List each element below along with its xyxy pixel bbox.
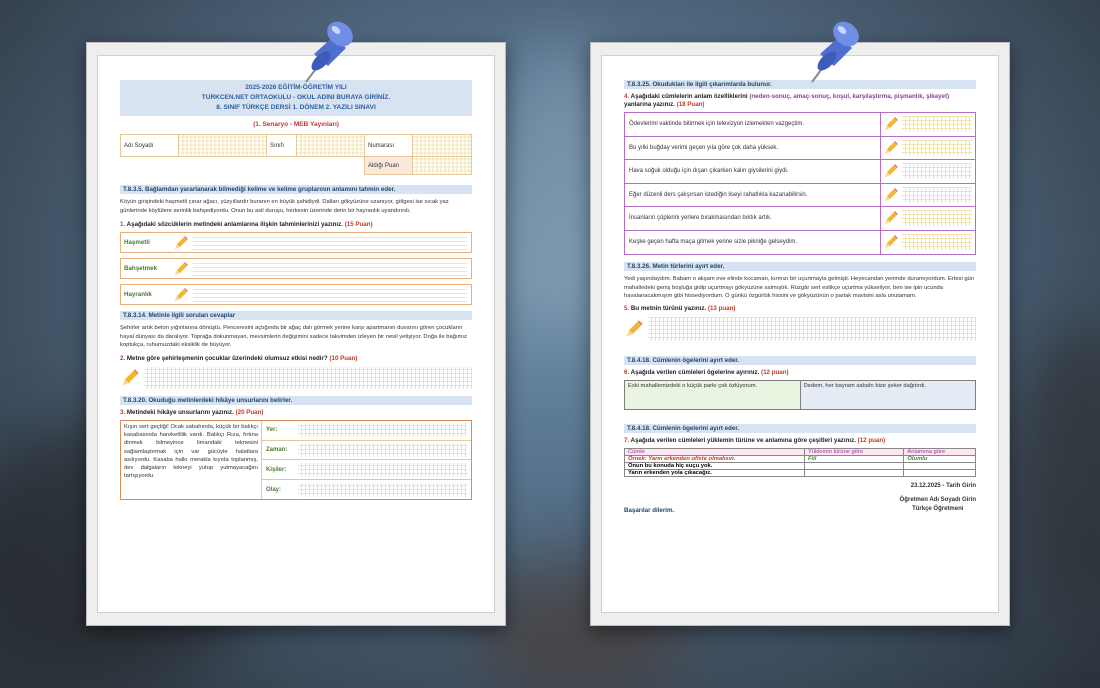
score-label: Aldığı Puan <box>365 157 413 175</box>
table-header: Cümle <box>625 448 805 455</box>
question-4 <box>624 93 976 109</box>
sentence-row <box>625 184 975 208</box>
header-line: TURKCEN.NET ORTAOKULU - OKUL ADINI BURAYA GİRİNİZ. <box>201 94 391 101</box>
question-number: 4. <box>624 93 630 100</box>
answer-lines[interactable] <box>193 234 467 251</box>
answer-lines[interactable] <box>193 286 467 303</box>
table-input-cell[interactable] <box>805 469 904 476</box>
section-title: T.8.3.26. Metin türlerini ayırt eder. <box>624 262 976 271</box>
sentence-analysis-box <box>624 380 976 410</box>
story-field-label: Yer: <box>266 427 278 434</box>
analysis-sentence[interactable]: Dedem, her bayram sabahı bize şeker dağıtırdı. <box>801 381 976 409</box>
answer-cell[interactable] <box>881 184 975 207</box>
teacher-name: Öğretmen Adı Soyadı Girin <box>899 496 976 503</box>
question-points: (12 puan) <box>857 436 886 444</box>
question-points: (12 puan) <box>761 368 789 376</box>
question-2 <box>120 355 472 363</box>
name-field[interactable] <box>179 135 267 157</box>
table-cell: Fiil <box>805 455 904 462</box>
question-text: Metne göre şehirleşmenin çocuklar üzerindeki olumsuz etkisi nedir? <box>126 354 328 362</box>
pushpin-icon <box>296 14 366 84</box>
table-cell: Örnek: Yarın erkenden ofiste olmalısın. <box>625 455 805 462</box>
question-number: 6. <box>624 368 630 376</box>
story-field-label: Zaman: <box>266 447 288 454</box>
question-number: 3. <box>120 408 126 416</box>
passage-1: Köyün girişindeki haşmetli çınar ağacı, yüzyıllardır buranın en büyük şahidiydi. Dalları gökyüzüne uzanıyor, gölgesi ise sıcak yaz günlerinde köylülere serinlik bahşediyordu. Onun bu asil duruşu, herkesin üzerinde derin bir hayranlık uyandırırdı. <box>120 199 449 214</box>
question-points: (15 Puan) <box>344 221 373 229</box>
question-number: 7. <box>624 436 630 444</box>
table-input-cell[interactable] <box>805 462 904 469</box>
answer-area[interactable] <box>120 366 472 390</box>
pencil-icon <box>883 210 899 226</box>
answer-area[interactable] <box>624 316 976 342</box>
exam-header <box>120 80 472 116</box>
story-passage: Kışın sert geçtiği! Ocak sabahında, küçük bir balıkçı kasabasında hareketlilik vardı. Balıkçı Rıza, fırtına dinmek bilmeyince limandaki teknesini sağlamlaştırmak için var gücüyle halatlara asılıyordu. Kasaba halkı merakla kıyıda toplanmış, dev dalgaların tekneyi yutup yutmayacağını tartışıyordu. <box>124 423 258 480</box>
sentence-row <box>625 231 975 255</box>
question-3 <box>120 409 472 417</box>
section-title: T.8.3.20. Okuduğu metinlerdeki hikâye unsurlarını belirler. <box>120 396 472 405</box>
question-5 <box>624 305 976 313</box>
table-input-cell[interactable] <box>904 469 976 476</box>
passage-2: Şehirler artık beton yığınlarına dönüştü. Penceresini açtığında bir ağaç dalı görmek yerine karşı apartmanın duvarını gören çocukların hayal dünyası da daralıyor. Toprağa dokunmayan, mevsimlerin değişimini sadece takvimden izleyen bir nesil yetişiyor. Doğa ile bağımız koptukça, ruhumuzdaki eksiklik de büyüyor. <box>120 325 467 349</box>
word-answer-row[interactable] <box>120 284 472 305</box>
question-text-tail: yanlarına yazınız. <box>624 101 675 108</box>
pencil-icon <box>624 319 644 339</box>
word-answer-row[interactable] <box>120 258 472 279</box>
story-field-row[interactable] <box>261 480 471 499</box>
word-label: Bahşetmek <box>124 265 158 273</box>
pencil-icon <box>883 140 899 156</box>
question-text: Bu metnin türünü yazınız. <box>630 304 707 312</box>
question-text: Metindeki hikâye unsurlarını yazınız. <box>126 408 234 416</box>
question-text: Aşağıdaki cümlelerin anlam özelliklerini <box>630 93 748 100</box>
question-6 <box>624 369 976 377</box>
answer-lines[interactable] <box>648 317 976 341</box>
question-number: 1. <box>120 221 126 229</box>
sentence-text: Keşke geçen hafta maça gitmek yerine sizle pikniğe gelseydim. <box>625 231 881 255</box>
answer-lines[interactable] <box>902 187 972 203</box>
sentence-row <box>625 113 975 137</box>
answer-lines[interactable] <box>902 163 972 179</box>
pencil-icon <box>883 116 899 132</box>
class-field[interactable] <box>297 135 365 157</box>
section-title: T.8.3.14. Metinle ilgili soruları cevaplar <box>120 311 472 320</box>
student-info-table <box>120 134 472 175</box>
word-label: Haşmetli <box>124 239 150 247</box>
answer-lines[interactable] <box>902 140 972 156</box>
pencil-icon <box>173 235 189 251</box>
story-field-label: Kişiler: <box>266 466 287 473</box>
sentence-text: İnsanların çöplerini yerlere bırakmasından bıktık artık. <box>625 207 881 230</box>
sentence-row <box>625 207 975 231</box>
table-cell: Olumlu <box>904 455 976 462</box>
right-exam-sheet <box>590 42 1010 626</box>
question-points: (18 Puan) <box>676 101 705 108</box>
story-field-label: Olay: <box>266 486 282 493</box>
answer-cell[interactable] <box>881 160 975 183</box>
sentence-text: Eğer düzenli ders çalışırsan istediğin liseyi rahatlıkla kazanabilirsin. <box>625 184 881 207</box>
class-label: Sınıfı <box>267 135 297 157</box>
question-points: (20 Puan) <box>235 408 264 416</box>
name-label: Adı Soyadı <box>121 135 179 157</box>
answer-cell[interactable] <box>881 113 975 136</box>
word-label: Hayranlık <box>124 291 152 299</box>
story-field-input[interactable] <box>298 463 467 477</box>
story-field-row[interactable] <box>261 460 471 480</box>
table-header: Anlamına göre <box>904 448 976 455</box>
table-input-cell[interactable] <box>904 462 976 469</box>
exam-date: 23.12.2025 - Tarih Girin <box>910 482 976 489</box>
question-1 <box>120 221 472 229</box>
number-field[interactable] <box>413 135 472 157</box>
left-page <box>97 55 495 613</box>
analysis-sentence[interactable]: Eski mahallemizdeki o küçük parkı çok özlüyorum. <box>625 381 801 409</box>
sentence-row <box>625 137 975 161</box>
answer-lines[interactable] <box>193 260 467 277</box>
pushpin-icon <box>802 14 872 84</box>
story-field-row[interactable] <box>261 421 471 441</box>
question-number: 2. <box>120 354 126 362</box>
story-fields <box>261 421 471 499</box>
answer-cell[interactable] <box>881 137 975 160</box>
question-options: (neden-sonuç, amaç-sonuç, koşul, karşılaştırma, pişmanlık, şikayet) <box>749 93 950 100</box>
story-elements-box <box>120 420 472 500</box>
sentence-row <box>625 160 975 184</box>
passage-5: Yedi yaşındaydım. Babam o akşam eve elinde kocaman, kırmızı bir uçurtmayla gelmişti. Heyecandan yerimde duramıyordum. Ertesi gün mahalledeki geniş boşluğa gidip uçurtmayı gökyüzüne salmıştık. Rüzgâr sert estikçe uçurtma yükseliyor, ben ise ipin ucunda havalanacakmışım gibi hissediyordum. O günkü özgürlük hissini ve gökyüzünün o parlak mavisini asla unutamam. <box>624 276 975 300</box>
answer-lines[interactable] <box>902 234 972 250</box>
score-field[interactable] <box>413 157 472 175</box>
closing-wish: Başarılar dilerim. <box>624 506 675 514</box>
answer-cell[interactable] <box>881 207 975 230</box>
story-field-input[interactable] <box>298 423 467 437</box>
pencil-icon <box>120 368 140 388</box>
pencil-icon <box>173 287 189 303</box>
left-exam-sheet <box>86 42 506 626</box>
pencil-icon <box>883 187 899 203</box>
header-line: 8. SINIF TÜRKÇE DERSİ 1. DÖNEM 2. YAZILI SINAVI <box>216 104 376 111</box>
answer-lines[interactable] <box>902 116 972 132</box>
question-text: Aşağıdaki sözcüklerin metindeki anlamlarına ilişkin tahminlerinizi yazınız. <box>126 221 343 229</box>
pencil-icon <box>173 261 189 277</box>
sentence-text: Ödevlerimi vaktinde bitirmek için televizyon izlemekten vazgeçtim. <box>625 113 881 136</box>
question-points: (10 Puan) <box>329 354 358 362</box>
question-7 <box>624 437 976 445</box>
story-field-input[interactable] <box>298 443 467 457</box>
question-points: (13 puan) <box>707 304 736 312</box>
sentence-text: Bu yılki buğday verimi geçen yıla göre çok daha yüksek. <box>625 137 881 160</box>
question-text: Aşağıda verilen cümleleri yüklemin türüne ve anlamına göre çeşitleri yazınız. <box>630 436 856 444</box>
word-answer-row[interactable] <box>120 232 472 253</box>
answer-lines[interactable] <box>144 367 472 389</box>
sentence-meaning-table <box>624 112 976 255</box>
section-title: T.8.3.25. Okudukları ile ilgili çıkarımlarda bulunur. <box>624 80 976 89</box>
answer-lines[interactable] <box>902 210 972 226</box>
story-field-input[interactable] <box>298 483 467 497</box>
sentence-text: Hava soğuk olduğu için dışarı çıkarken kalın giysilerini giydi. <box>625 160 881 183</box>
header-line: 2025-2026 EĞİTİM-ÖĞRETİM YILI <box>245 84 347 91</box>
scenario-label: (1. Senaryo - MEB Yayınları) <box>253 121 339 128</box>
word-answer-list <box>120 232 472 305</box>
section-title: T.8.4.18. Cümlenin ögelerini ayırt eder. <box>624 356 976 365</box>
table-header: Yüklemin türüne göre <box>805 448 904 455</box>
pencil-icon <box>883 163 899 179</box>
number-label: Numarası <box>365 135 413 157</box>
pencil-icon <box>883 234 899 250</box>
question-text: Aşağıda verilen cümleleri ögelerine ayırınız. <box>630 368 760 376</box>
section-title: T.8.3.5. Bağlamdan yararlanarak bilmediği kelime ve kelime gruplarının anlamını tahmin eder. <box>120 185 472 194</box>
section-title: T.8.4.18. Cümlenin ögelerini ayırt eder. <box>624 424 976 433</box>
right-page <box>601 55 999 613</box>
teacher-role: Türkçe Öğretmeni <box>912 505 964 512</box>
question-number: 5. <box>624 304 630 312</box>
teacher-signature <box>900 496 976 514</box>
answer-cell[interactable] <box>881 231 975 255</box>
table-cell: Onun bu konuda hiç suçu yok. <box>625 462 805 469</box>
predicate-table <box>624 448 976 477</box>
table-cell: Yarın erkenden yola çıkacağız. <box>625 469 805 476</box>
story-field-row[interactable] <box>261 441 471 461</box>
